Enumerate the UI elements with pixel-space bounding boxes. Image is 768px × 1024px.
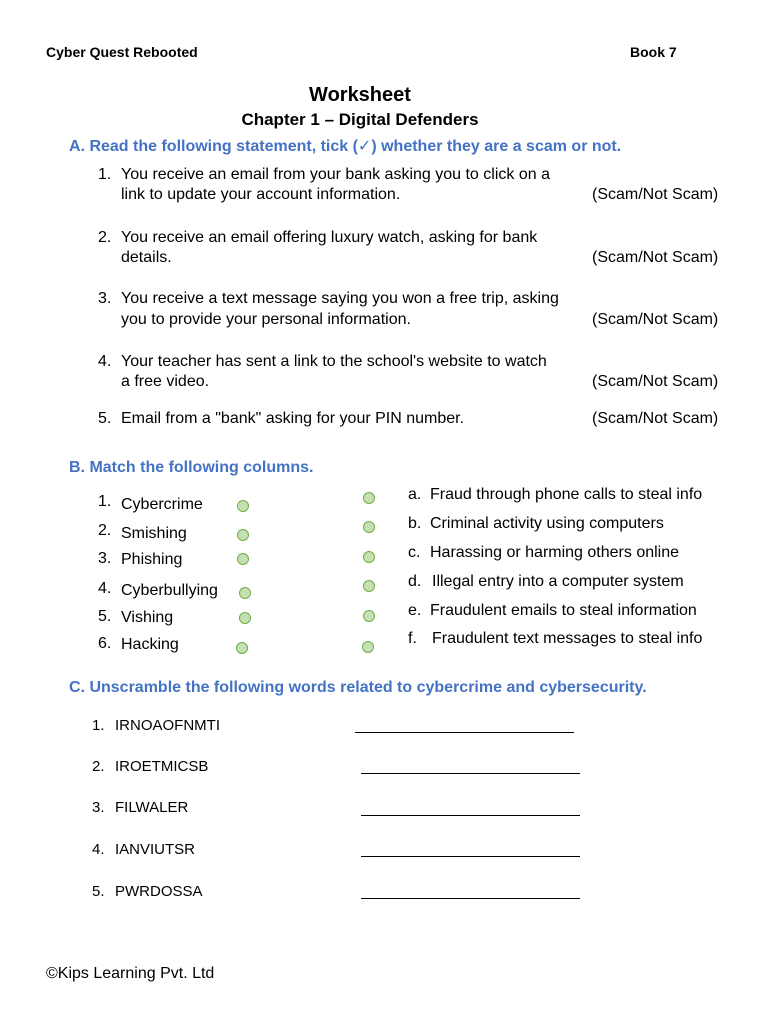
match-right-dot[interactable] <box>362 641 374 653</box>
scam-choice[interactable]: (Scam/Not Scam) <box>592 410 719 427</box>
match-right-letter: c. <box>408 544 421 561</box>
answer-line[interactable] <box>361 856 580 857</box>
statement-number: 2. <box>98 229 112 246</box>
answer-line[interactable] <box>355 732 574 733</box>
scrambled-word: IRNOAOFNMTI <box>115 717 220 734</box>
match-left-dot[interactable] <box>239 587 251 599</box>
match-left-term: Cybercrime <box>121 496 203 513</box>
statement-text-line1: Your teacher has sent a link to the school's website to watch <box>121 353 547 370</box>
statement-text-line1: You receive an email from your bank asking you to click on a <box>121 166 550 183</box>
match-right-dot[interactable] <box>363 580 375 592</box>
scrambled-word: IROETMICSB <box>115 758 209 775</box>
statement-text-line2: you to provide your personal information. <box>121 311 411 328</box>
statement-number: 4. <box>98 353 112 370</box>
match-left-number: 2. <box>98 522 112 539</box>
section-b-heading: B. Match the following columns. <box>69 459 314 476</box>
match-right-definition: Fraudulent text messages to steal info <box>432 630 703 647</box>
answer-line[interactable] <box>361 898 580 899</box>
match-right-dot[interactable] <box>363 551 375 563</box>
statement-number: 3. <box>98 290 112 307</box>
statement-text-line2: link to update your account information. <box>121 186 401 203</box>
chapter-title: Chapter 1 – Digital Defenders <box>241 110 479 129</box>
statement-number: 5. <box>98 410 112 427</box>
unscramble-number: 1. <box>92 717 105 734</box>
statement-text-line1: You receive a text message saying you won a free trip, asking <box>121 290 559 307</box>
match-left-term: Cyberbullying <box>121 582 218 599</box>
scrambled-word: IANVIUTSR <box>115 841 196 858</box>
unscramble-number: 4. <box>92 841 105 858</box>
section-c-heading: C. Unscramble the following words related to cybercrime and cybersecurity. <box>69 679 647 696</box>
match-right-definition: Fraud through phone calls to steal info <box>430 486 703 503</box>
match-right-dot[interactable] <box>363 610 375 622</box>
match-right-letter: b. <box>408 515 422 532</box>
unscramble-number: 2. <box>92 758 105 775</box>
scam-choice[interactable]: (Scam/Not Scam) <box>592 186 719 203</box>
match-left-term: Vishing <box>121 609 174 626</box>
page-title: Worksheet <box>309 84 411 106</box>
statement-text-line1: Email from a "bank" asking for your PIN number. <box>121 410 465 427</box>
scam-choice[interactable]: (Scam/Not Scam) <box>592 249 719 266</box>
match-left-dot[interactable] <box>237 553 249 565</box>
match-right-letter: e. <box>408 602 422 619</box>
match-left-number: 1. <box>98 493 112 510</box>
scrambled-word: PWRDOSSA <box>115 883 203 900</box>
match-left-number: 3. <box>98 550 112 567</box>
match-left-dot[interactable] <box>236 642 248 654</box>
scam-choice[interactable]: (Scam/Not Scam) <box>592 373 719 390</box>
match-right-letter: d. <box>408 573 422 590</box>
unscramble-number: 3. <box>92 799 105 816</box>
match-right-letter: a. <box>408 486 422 503</box>
match-left-dot[interactable] <box>239 612 251 624</box>
match-right-definition: Criminal activity using computers <box>430 515 664 532</box>
copyright-footer: ©Kips Learning Pvt. Ltd <box>46 965 215 982</box>
book-number: Book 7 <box>630 44 677 60</box>
match-left-dot[interactable] <box>237 500 249 512</box>
match-left-number: 5. <box>98 608 112 625</box>
section-a-heading: A. Read the following statement, tick (✓) whether they are a scam or not. <box>69 138 622 155</box>
scrambled-word: FILWALER <box>115 799 189 816</box>
match-right-letter: f. <box>408 630 417 647</box>
statement-text-line2: details. <box>121 249 172 266</box>
statement-number: 1. <box>98 166 112 183</box>
scam-choice[interactable]: (Scam/Not Scam) <box>592 311 719 328</box>
match-left-number: 6. <box>98 635 112 652</box>
match-right-dot[interactable] <box>363 492 375 504</box>
match-right-definition: Harassing or harming others online <box>430 544 680 561</box>
match-right-definition: Fraudulent emails to steal information <box>430 602 697 619</box>
statement-text-line1: You receive an email offering luxury watch, asking for bank <box>121 229 538 246</box>
answer-line[interactable] <box>361 815 580 816</box>
match-right-definition: Illegal entry into a computer system <box>432 573 684 590</box>
unscramble-number: 5. <box>92 883 105 900</box>
match-right-dot[interactable] <box>363 521 375 533</box>
match-left-term: Smishing <box>121 525 187 542</box>
book-name: Cyber Quest Rebooted <box>46 44 198 60</box>
match-left-term: Phishing <box>121 551 183 568</box>
match-left-dot[interactable] <box>237 529 249 541</box>
match-left-number: 4. <box>98 580 112 597</box>
statement-text-line2: a free video. <box>121 373 210 390</box>
answer-line[interactable] <box>361 773 580 774</box>
match-left-term: Hacking <box>121 636 179 653</box>
